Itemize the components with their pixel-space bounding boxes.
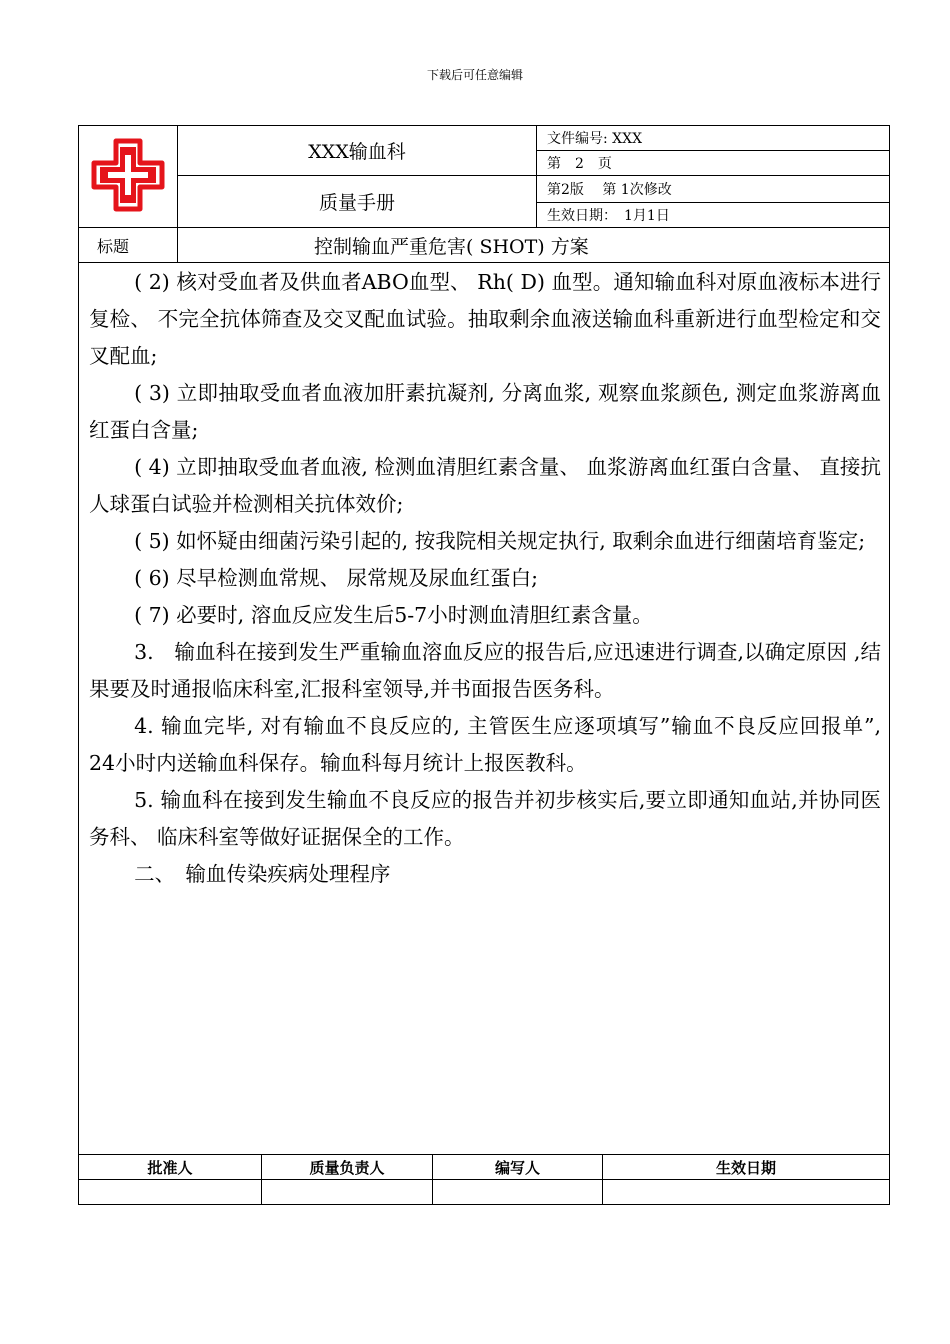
section-heading: 二、 输血传染疾病处理程序 <box>134 862 391 886</box>
effective-date-cell[interactable] <box>603 1180 890 1205</box>
approver-header: 批准人 <box>79 1155 262 1180</box>
header-table <box>78 125 890 263</box>
approver-cell[interactable] <box>79 1180 262 1205</box>
paragraph: 5. 输血科在接到发生输血不良反应的报告并初步核实后,要立即通知血站,并协同医务科、 临床科室等做好证据保全的工作。 <box>89 788 881 849</box>
doc-number: 文件编号: XXX <box>537 126 890 151</box>
subject-title: 控制输血严重危害( SHOT) 方案 <box>178 228 890 263</box>
effective-date-header: 生效日期 <box>603 1155 890 1180</box>
content-box <box>78 262 890 1154</box>
effective-date: 生效日期： 1月1日 <box>537 203 890 228</box>
paragraph: ( 7) 必要时, 溶血反应发生后5-7小时测血清胆红素含量。 <box>134 603 653 627</box>
paragraph: ( 6) 尽早检测血常规、 尿常规及尿血红蛋白; <box>134 566 539 590</box>
paragraph: ( 3) 立即抽取受血者血液加肝素抗凝剂, 分离血浆, 观察血浆颜色, 测定血浆游离血红蛋白含量; <box>89 381 881 442</box>
top-note: 下载后可任意编辑 <box>426 68 523 82</box>
paragraph: 3. 输血科在接到发生严重输血溶血反应的报告后,应迅速进行调查,以确定原因 ,结果要及时通报临床科室,汇报科室领导,并书面报告医务科。 <box>89 640 881 701</box>
content-text <box>89 264 881 893</box>
version-info: 第2版 第 1次修改 <box>537 176 890 203</box>
dept-title: XXX输血科 <box>178 126 537 176</box>
paragraph: 4. 输血完毕, 对有输血不良反应的, 主管医生应逐项填写”输血不良反应回报单”, 24小时内送输血科保存。输血科每月统计上报医教科。 <box>89 714 881 775</box>
paragraph: ( 2) 核对受血者及供血者ABO血型、 Rh( D) 血型。通知输血科对原血液标本进行复检、 不完全抗体筛查及交叉配血试验。抽取剩余血液送输血科重新进行血型检定和交叉配血; <box>89 270 881 368</box>
paragraph: ( 4) 立即抽取受血者血液, 检测血清胆红素含量、 血浆游离血红蛋白含量、 直接抗人球蛋白试验并检测相关抗体效价; <box>89 455 881 516</box>
red-cross-icon <box>88 135 168 215</box>
subject-label: 标题 <box>79 228 178 263</box>
page-number: 第 2 页 <box>537 151 890 176</box>
paragraph: ( 5) 如怀疑由细菌污染引起的, 按我院相关规定执行, 取剩余血进行细菌培育鉴定; <box>134 529 866 553</box>
logo-cell <box>79 126 178 228</box>
writer-header: 编写人 <box>433 1155 603 1180</box>
manual-title: 质量手册 <box>178 176 537 228</box>
quality-owner-cell[interactable] <box>262 1180 433 1205</box>
writer-cell[interactable] <box>433 1180 603 1205</box>
signature-table <box>78 1154 890 1205</box>
quality-owner-header: 质量负责人 <box>262 1155 433 1180</box>
